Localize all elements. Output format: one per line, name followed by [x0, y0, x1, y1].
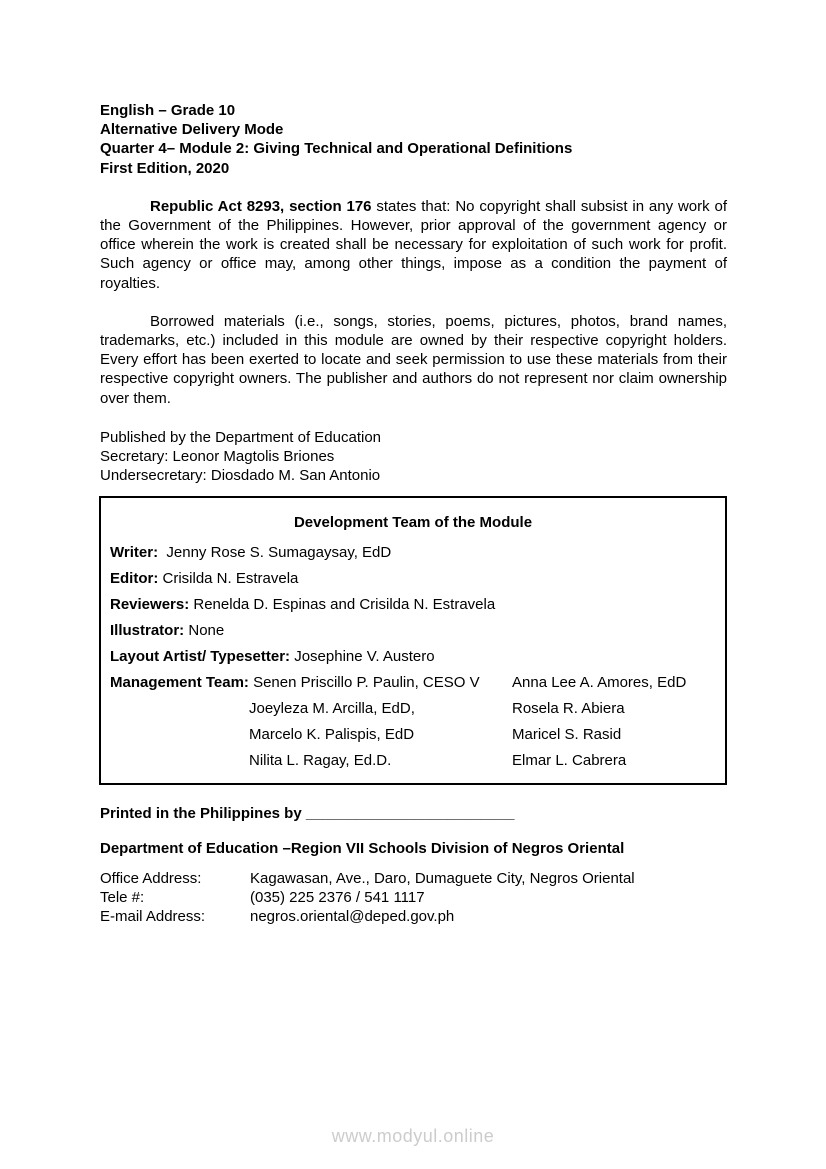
management-member: Anna Lee A. Amores, EdD — [512, 674, 687, 692]
management-member: Maricel S. Rasid — [512, 726, 622, 744]
borrowed-materials-paragraph: Borrowed materials (i.e., songs, stories, poems, pictures, photos, brand names, trademarks, etc.) included in this module are owned by their respective copyright holders. Every effort has been exerted to locate and seek permission to use these materials from their respective copyright owners. The publisher and authors do not represent nor claim ownership over them. — [100, 312, 727, 407]
management-member: Nilita L. Ragay, Ed.D. — [249, 752, 392, 770]
layout-artist-row — [110, 644, 716, 670]
reviewers-value: Renelda D. Espinas and Crisilda N. Estravela — [189, 596, 496, 614]
management-member: Marcelo K. Palispis, EdD — [249, 726, 415, 744]
writer-value: Jenny Rose S. Sumagaysay, EdD — [158, 544, 392, 562]
published-by-line: Published by the Department of Education — [100, 428, 382, 446]
management-member: Elmar L. Cabrera — [512, 752, 627, 770]
management-member: Rosela R. Abiera — [512, 700, 625, 718]
office-address-value: Kagawasan, Ave., Daro, Dumaguete City, Negros Oriental — [250, 869, 635, 887]
module-header — [100, 101, 727, 178]
editor-row — [110, 566, 716, 592]
copyright-notice-paragraph — [100, 197, 727, 293]
management-team-second-column — [512, 670, 686, 774]
illustrator-label: Illustrator: — [110, 622, 185, 640]
republic-act-reference: Republic Act 8293, section 176 — [150, 197, 372, 215]
copyright-notice-text: states that: No copyright shall subsist in any work of the Government of the Philippines. However, prior approval of the government agency or office wherein the work is created shall be necessary for exploitation of such work for profit. Such agency or office may, among other things, impose as a condition the payment of royalties. — [100, 197, 728, 292]
delivery-mode-line: Alternative Delivery Mode — [100, 121, 284, 139]
management-member: Joeyleza M. Arcilla, EdD, — [249, 700, 415, 718]
tele-row — [100, 888, 727, 907]
edition-line: First Edition, 2020 — [100, 159, 230, 177]
editor-label: Editor: — [110, 570, 159, 588]
contact-block — [100, 869, 727, 927]
division-title: Department of Education –Region VII Schools Division of Negros Oriental — [100, 839, 625, 857]
writer-row — [110, 540, 716, 566]
printed-in-line — [100, 804, 727, 823]
writer-label: Writer: — [110, 544, 159, 562]
tele-value: (035) 225 2376 / 541 1117 — [250, 889, 425, 907]
development-team-title: Development Team of the Module — [293, 514, 533, 532]
management-team-row — [110, 670, 716, 774]
page-content — [100, 0, 727, 926]
reviewers-label: Reviewers: — [110, 596, 190, 614]
management-member: Senen Priscillo P. Paulin, CESO V — [248, 674, 480, 692]
illustrator-value: None — [184, 622, 225, 640]
undersecretary-line: Undersecretary: Diosdado M. San Antonio — [100, 467, 381, 485]
development-team-box — [99, 496, 727, 785]
management-team-label: Management Team: — [110, 674, 249, 692]
watermark: www.modyul.online — [331, 1126, 495, 1146]
reviewers-row — [110, 592, 716, 618]
secretary-line: Secretary: Leonor Magtolis Briones — [100, 448, 335, 466]
email-value: negros.oriental@deped.gov.ph — [250, 908, 455, 926]
module-title-line: Quarter 4– Module 2: Giving Technical and Operational Definitions — [100, 140, 573, 158]
module-subject-line: English – Grade 10 — [100, 102, 236, 119]
office-address-label: Office Address: — [100, 869, 202, 887]
editor-value: Crisilda N. Estravela — [158, 570, 299, 588]
tele-label: Tele #: — [100, 889, 145, 907]
publisher-block — [100, 428, 727, 486]
printed-in-label: Printed in the Philippines by — [100, 805, 306, 823]
email-row — [100, 907, 727, 926]
office-address-row — [100, 869, 727, 888]
illustrator-row — [110, 618, 716, 644]
printer-name-blank: _________________________ — [305, 805, 515, 823]
layout-artist-label: Layout Artist/ Typesetter: — [110, 648, 291, 666]
layout-artist-value: Josephine V. Austero — [290, 648, 435, 666]
email-label: E-mail Address: — [100, 908, 206, 926]
